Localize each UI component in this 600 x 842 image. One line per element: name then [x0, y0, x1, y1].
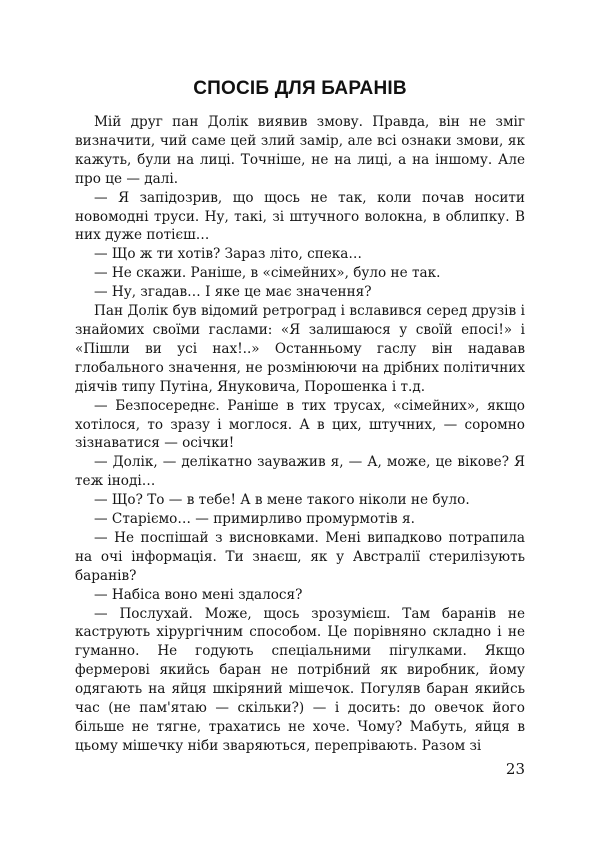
paragraph: — Я запідозрив, що щось не так, коли почав носити новомодні труси. Ну, такі, зі штучного волокна, в облипку. В них дуже потієш… [75, 189, 525, 244]
paragraph: Мій друг пан Долік виявив змову. Правда, він не зміг визначити, чий саме цей злий замір, але всі ознаки змови, як кажуть, були на лиці. Точніше, не на лиці, а на іншому. Але про це — далі. [75, 114, 525, 187]
paragraph: — Що ж ти хотів? Зараз літо, спека… [94, 246, 362, 263]
page-number: 23 [505, 760, 525, 778]
paragraph: — Послухай. Може, щось зрозумієш. Там баранів не каструють хірургічним способом. Це порівняно складно і не гуманно. Не годують спеціальними пігулками. Якщо фермерові якийсь баран не потрібний як виробник, йому одягають на яйця шкіряний мішечок. Погуляв баран якийсь час (не пам'ятаю — скільки?) — і досить: до овечок його більше не тягне, трахатись не хоче. Чому? Мабуть, яйця в цьому мішечку ніби зваряються, перепрівають. Разом зі [75, 605, 525, 754]
paragraph: — Безпосереднє. Раніше в тих трусах, «сімейних», якщо хотілося, то зразу і моглося. А в цих, штучних, — соромно зізнаватися — осічки! [75, 397, 525, 452]
paragraph: — Ну, згадав… І яке це має значення? [94, 284, 372, 301]
paragraph: — Долік, — делікатно зауважив я, — А, може, це вікове? Я теж іноді… [75, 454, 525, 490]
paragraph: Пан Долік був відомий ретроград і вславився серед друзів і знайомих своїми гаслами: «Я залишаюся у своїй епосі!» і «Пішли ви усі нах!..» Останньому гаслу він надавав глобального значення, не розмінюючи на дрібних політичних діячів типу Путіна, Януковича, Порошенка і т.д. [75, 303, 525, 395]
paragraph: — Старіємо… — примирливо промурмотів я. [94, 511, 415, 528]
paragraph: — Не поспішай з висновками. Мені випадково потрапила на очі інформація. Ти знаєш, як у Австралії стерилізують баранів? [75, 529, 525, 584]
chapter-title: СПОСІБ ДЛЯ БАРАНІВ [193, 78, 407, 99]
paragraph: — Не скажи. Раніше, в «сімейних», було не так. [94, 265, 441, 282]
paragraph: — Набіса воно мені здалося? [94, 586, 303, 603]
chapter-text [75, 113, 525, 756]
paragraph: — Що? То — в тебе! А в мене такого ніколи не було. [94, 492, 470, 509]
